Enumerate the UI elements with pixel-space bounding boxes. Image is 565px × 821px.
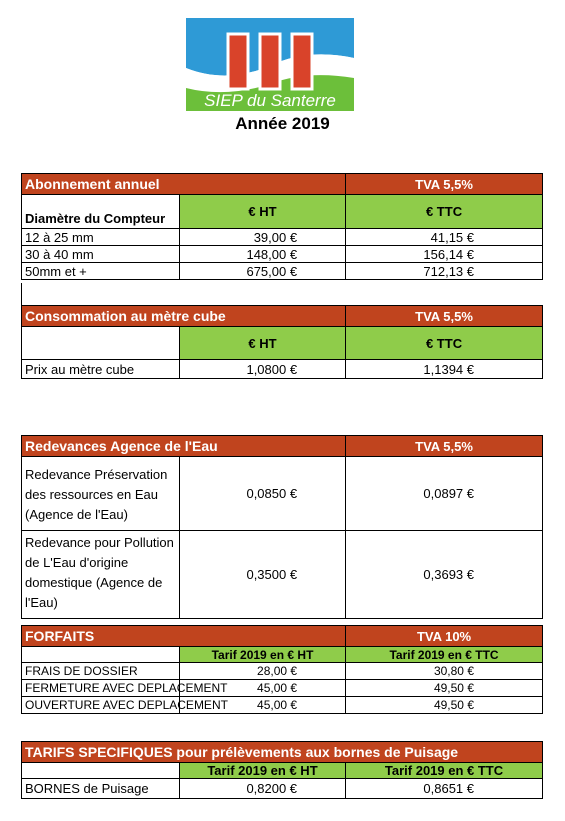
row-ht: 45,00 € (179, 680, 345, 697)
col-ht: € HT (179, 195, 345, 229)
row-label: FERMETURE AVEC DEPLACEMENT (22, 680, 180, 697)
table-row (22, 779, 543, 799)
col-ht: Tarif 2019 en € HT (179, 763, 345, 779)
row-ttc: 0,8651 € (346, 779, 543, 799)
forfaits-table (21, 625, 543, 714)
specifiques-title: TARIFS SPECIFIQUES pour prélèvements aux bornes de Puisage (22, 742, 543, 763)
table-row (22, 680, 543, 697)
forfaits-tva: TVA 10% (346, 626, 543, 647)
consommation-table (21, 305, 543, 379)
col-diametre: Diamètre du Compteur (22, 195, 180, 229)
row-ttc: 49,50 € (346, 680, 543, 697)
table-row (22, 457, 543, 531)
row-ttc: 1,1394 € (346, 360, 543, 379)
logo-text: SIEP du Santerre (204, 91, 336, 110)
abonnement-tva: TVA 5,5% (346, 174, 543, 195)
row-ht: 148,00 € (179, 246, 345, 263)
row-label: BORNES de Puisage (22, 779, 180, 799)
row-ht: 28,00 € (179, 663, 345, 680)
abonnement-title: Abonnement annuel (22, 174, 346, 195)
row-label: Redevance Préservation des ressources en Eau (Agence de l'Eau) (22, 457, 180, 531)
forfaits-title: FORFAITS (22, 626, 346, 647)
consommation-title: Consommation au mètre cube (22, 306, 346, 327)
row-ht: 1,0800 € (179, 360, 345, 379)
table-row (22, 263, 543, 280)
divider (21, 283, 22, 305)
row-ht: 0,3500 € (179, 531, 345, 619)
row-ttc: 30,80 € (346, 663, 543, 680)
row-ht: 0,0850 € (179, 457, 345, 531)
table-row (22, 697, 543, 714)
row-label: 30 à 40 mm (22, 246, 180, 263)
row-ht: 675,00 € (179, 263, 345, 280)
col-ttc: € TTC (346, 327, 543, 360)
col-ttc: Tarif 2019 en € TTC (346, 763, 543, 779)
row-ttc: 0,0897 € (346, 457, 543, 531)
table-row (22, 663, 543, 680)
table-row (22, 229, 543, 246)
redevances-title: Redevances Agence de l'Eau (22, 436, 346, 457)
siep-logo (186, 18, 354, 111)
row-label: Prix au mètre cube (22, 360, 180, 379)
row-ht: 39,00 € (179, 229, 345, 246)
table-row (22, 531, 543, 619)
table-row (22, 246, 543, 263)
row-ht: 0,8200 € (179, 779, 345, 799)
row-ttc: 0,3693 € (346, 531, 543, 619)
col-ht: Tarif 2019 en € HT (179, 647, 345, 663)
row-ht: 45,00 € (179, 697, 345, 714)
row-label: 50mm et + (22, 263, 180, 280)
col-ttc: Tarif 2019 en € TTC (346, 647, 543, 663)
redevances-tva: TVA 5,5% (346, 436, 543, 457)
page-title: Année 2019 (235, 114, 330, 133)
redevances-table (21, 435, 543, 619)
row-label: Redevance pour Pollution de L'Eau d'origine domestique (Agence de l'Eau) (22, 531, 180, 619)
row-ttc: 49,50 € (346, 697, 543, 714)
table-row (22, 360, 543, 379)
row-ttc: 712,13 € (346, 263, 543, 280)
row-label: FRAIS DE DOSSIER (22, 663, 180, 680)
col-ht: € HT (179, 327, 345, 360)
row-ttc: 156,14 € (346, 246, 543, 263)
row-label: 12 à 25 mm (22, 229, 180, 246)
row-ttc: 41,15 € (346, 229, 543, 246)
abonnement-table (21, 173, 543, 280)
consommation-tva: TVA 5,5% (346, 306, 543, 327)
specifiques-table (21, 741, 543, 799)
row-label: OUVERTURE AVEC DEPLACEMENT (22, 697, 180, 714)
col-ttc: € TTC (346, 195, 543, 229)
